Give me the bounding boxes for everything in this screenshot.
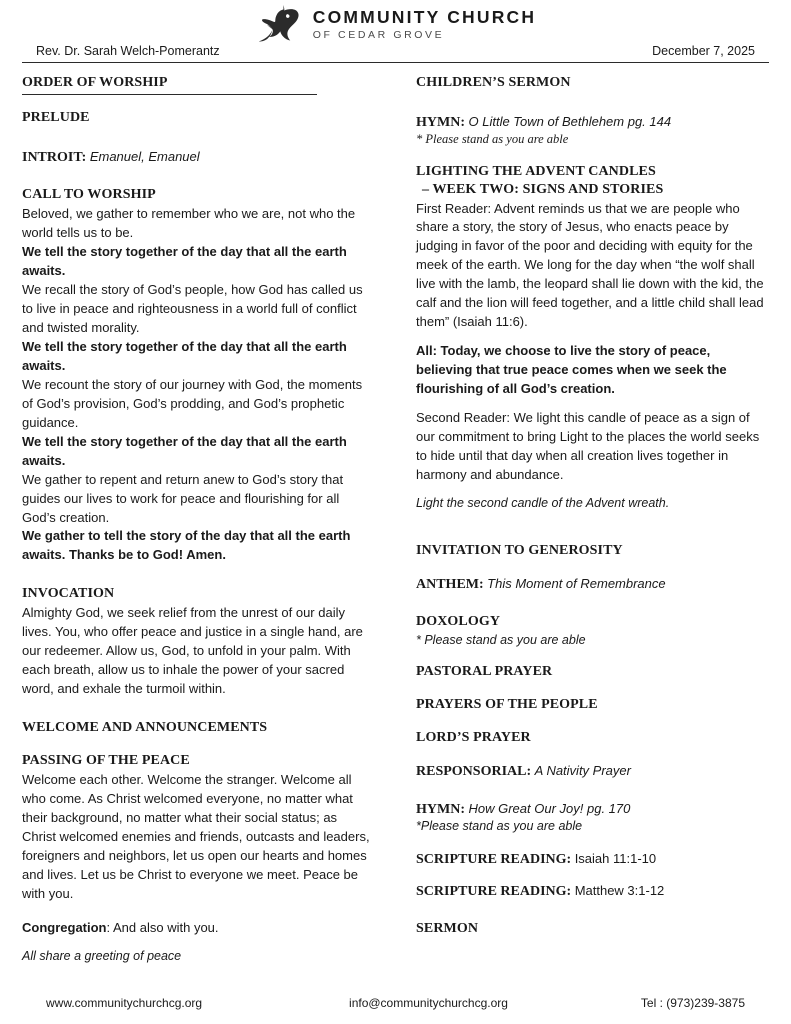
invocation-title: INVOCATION [22,586,115,602]
hymn-2-entry [416,801,764,818]
hymn-1-note: * Please stand as you are able [416,132,569,146]
order-of-worship-title: ORDER OF WORSHIP [22,75,317,95]
responsorial-label: RESPONSORIAL: [416,764,532,780]
scripture-reading-2-value: Matthew 3:1-12 [574,882,665,898]
introit-label: INTROIT: [22,150,87,165]
church-logo-lockup [255,5,536,45]
responsorial-value: A Nativity Prayer [534,763,631,779]
first-reader-text: First Reader: Advent reminds us that we are people who share a story, the story of Jesus, who enacts peace by judging in favor of the poor and deciding with equity for the meek of the earth. We long for the day when “the wolf shall live with the lamb, the leopard shall lie down with the kid, the calf and the lion will feed together, and a little child shall lead them” (Isaiah 11:6). [416,200,764,330]
call-response-2: We tell the story together of the day that all the earth awaits. [22,338,347,373]
introit-entry [22,149,370,166]
footer [0,996,791,1010]
scripture-reading-1-value: Isaiah 11:1-10 [574,850,657,866]
responsorial-entry [416,763,764,780]
passing-of-the-peace-text: Welcome each other. Welcome the stranger. Welcome all who come. As Christ welcomed everyone, no matter what their background, no matter what their social status; as Christ welcomed enemies and friends, outcasts and leaders, foreigners and neighbors, let us open our hearts and homes and lives. Let us be Christ to everyone we meet. Peace be with you. [22,772,370,902]
advent-candles-title-line2: – WEEK TWO: SIGNS AND STORIES [422,181,664,197]
doxology-note: * Please stand as you are able [416,632,586,647]
church-wordmark [313,8,536,41]
advent-candles-title-line1: LIGHTING THE ADVENT CANDLES [416,163,656,179]
doxology-title: DOXOLOGY [416,613,501,629]
passing-of-the-peace-title: PASSING OF THE PEACE [22,753,190,769]
greeting-note: All share a greeting of peace [22,949,182,963]
invitation-to-generosity-title: INVITATION TO GENEROSITY [416,542,623,558]
congregation-response-text: : And also with you. [106,920,219,936]
footer-email[interactable]: info@communitychurchcg.org [349,996,508,1010]
hymn-1-entry [416,114,764,131]
hymn-1-label: HYMN: [416,115,465,130]
call-response-1: We tell the story together of the day that all the earth awaits. [22,243,347,278]
footer-phone: Tel : (973)239-3875 [640,996,745,1010]
anthem-entry [416,576,764,593]
invocation-text: Almighty God, we seek relief from the unrest of our daily lives. You, who offer peace and justice in a single hand, are our redeemer. Allow us, God, to unfold in your palm. With each breath, allow us to inhale the power of your sacred word, and exhale the turmoil within. [22,605,363,697]
second-reader-text: Second Reader: We light this candle of peace as a sign of our commitment to bring Light to the places the world seeks to hide until that day when all creation lives together in harmony and abundance. [416,410,760,483]
prelude-title: PRELUDE [22,110,90,125]
right-column [416,75,764,966]
introit-value: Emanuel, Emanuel [89,149,200,164]
welcome-announcements-title: WELCOME AND ANNOUNCEMENTS [22,720,268,736]
footer-website[interactable]: www.communitychurchcg.org [46,996,203,1010]
childrens-sermon-title: CHILDREN’S SERMON [416,75,571,90]
hymn-1-value: O Little Town of Bethlehem pg. 144 [468,114,672,129]
scripture-reading-2-entry [416,883,764,900]
scripture-reading-1-label: SCRIPTURE READING: [416,851,572,867]
hymn-2-value: How Great Our Joy! pg. 170 [468,801,631,817]
masthead [0,0,791,44]
hymn-2-note: *Please stand as you are able [416,819,583,834]
pastoral-prayer-title: PASTORAL PRAYER [416,664,553,680]
call-response-3: We tell the story together of the day that all the earth awaits. [22,433,347,468]
service-date: December 7, 2025 [652,44,755,58]
church-name-secondary: OF CEDAR GROVE [312,28,445,41]
church-name-primary: COMMUNITY CHURCH [312,7,537,28]
header-row [0,44,791,62]
call-to-worship-title: CALL TO WORSHIP [22,187,156,202]
anthem-label: ANTHEM: [416,576,484,592]
bulletin-columns [0,63,791,966]
scripture-reading-1-entry [416,851,764,868]
prayers-of-the-people-title: PRAYERS OF THE PEOPLE [416,697,598,713]
dove-icon [255,5,301,45]
call-leader-1: Beloved, we gather to remember who we are, not who the world tells us to be. [22,206,356,240]
scripture-reading-2-label: SCRIPTURE READING: [416,883,572,899]
call-leader-2: We recall the story of God’s people, how God has called us to live in peace and righteousness in a world full of conflict and twisted morality. [22,281,363,335]
call-leader-4: We gather to repent and return anew to God’s story that guides our lives to work for peace and flourishing for all God’s creation. [22,471,344,525]
call-leader-3: We recount the story of our journey with God, the moments of God’s provision, God’s prodding, and God’s prophetic guidance. [22,376,363,430]
left-column [22,75,370,966]
hymn-2-label: HYMN: [416,802,465,818]
candle-lighting-note: Light the second candle of the Advent wreath. [416,496,670,511]
minister-name: Rev. Dr. Sarah Welch-Pomerantz [36,44,220,58]
lords-prayer-title: LORD’S PRAYER [416,730,531,746]
congregation-label: Congregation [22,920,107,936]
all-response-text: All: Today, we choose to live the story of peace, believing that true peace comes when we seek the flourishing of all God’s creation. [416,343,727,397]
congregation-response [22,919,370,938]
anthem-value: This Moment of Remembrance [487,575,666,591]
call-response-4: We gather to tell the story of the day that all the earth awaits. Thanks be to God! Amen. [22,528,351,563]
sermon-title: SERMON [416,920,479,936]
